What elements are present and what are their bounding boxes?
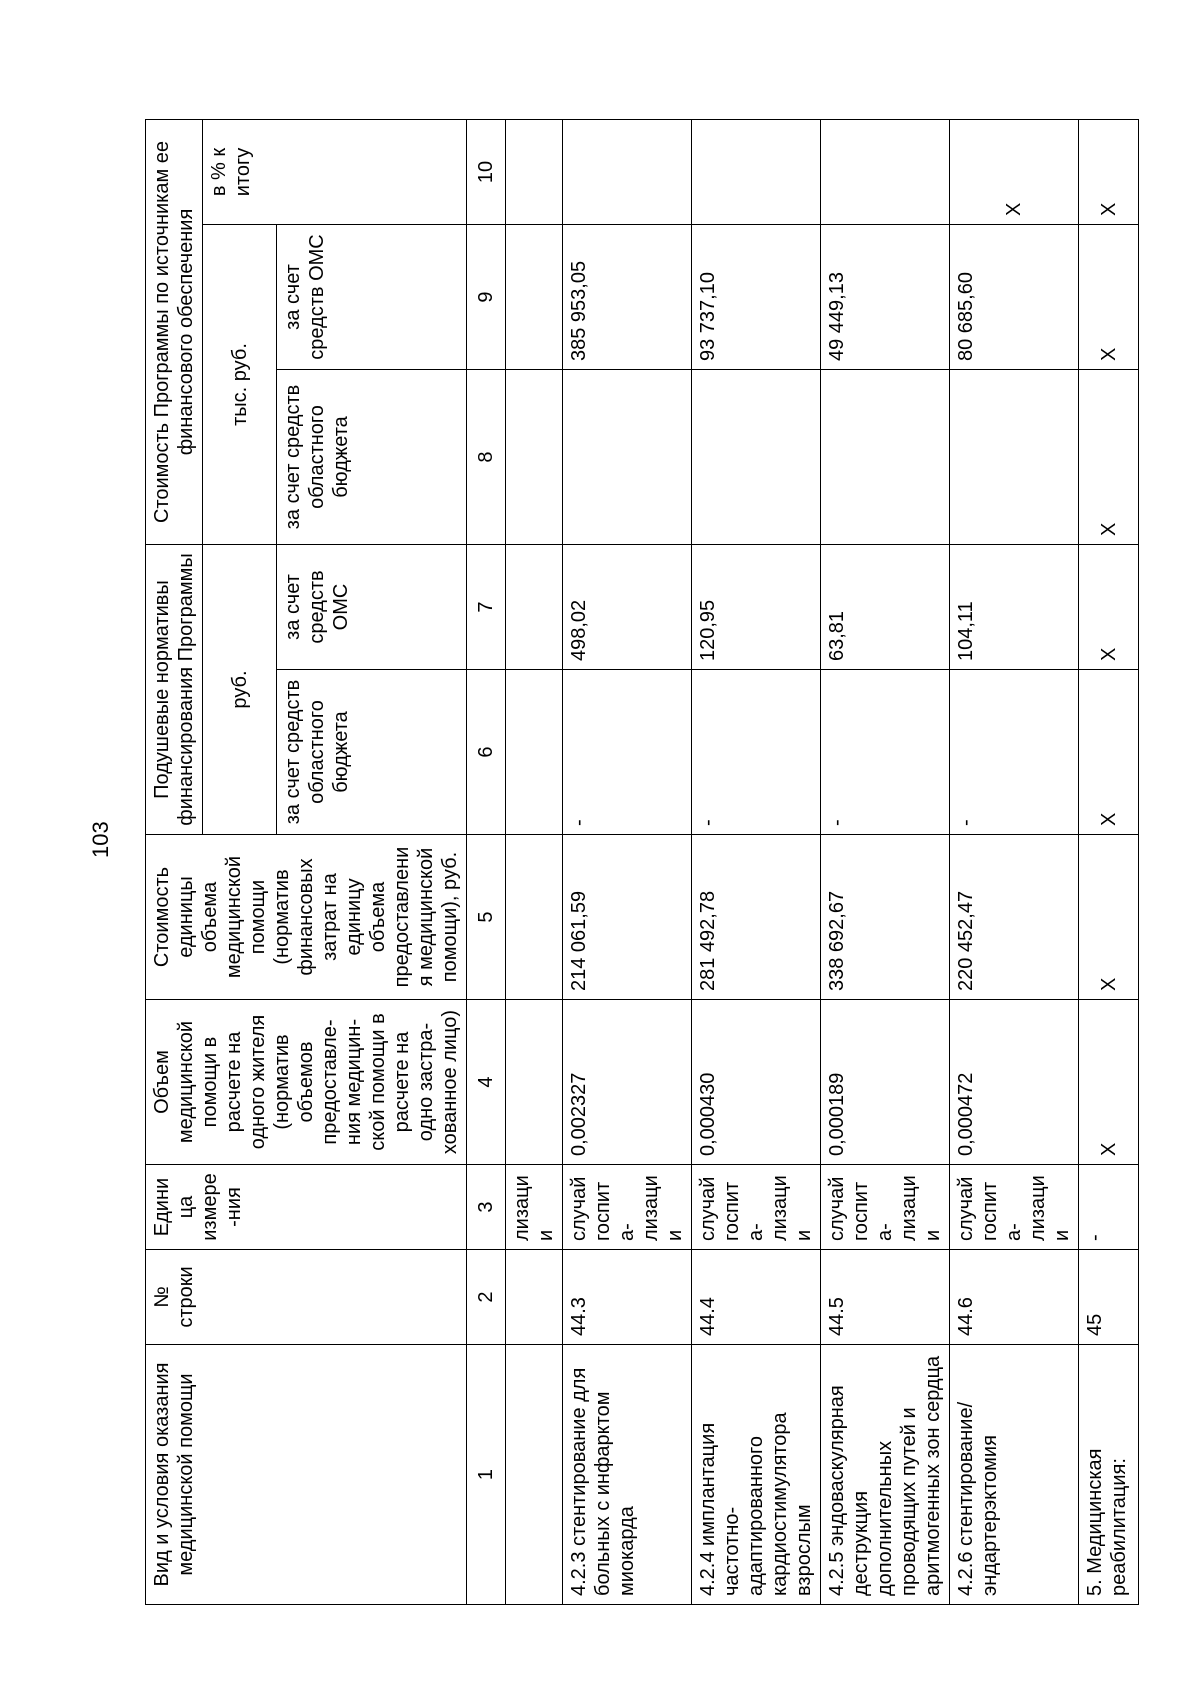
row-name: 5. Медицинская реабилитация: bbox=[1079, 1345, 1139, 1605]
header-col-3: Единица измере-ния bbox=[146, 1165, 467, 1250]
continuation-row bbox=[506, 119, 563, 1604]
row-cost-oms: 80 685,60 bbox=[950, 225, 1079, 370]
row-unit: случай госпита-лизации bbox=[821, 1165, 950, 1250]
row-name: 4.2.4 имплантация частотно-адаптированного кардиостимулятора взрослым bbox=[692, 1345, 821, 1605]
row-cost-oms: 385 953,05 bbox=[563, 225, 692, 370]
row-name: 4.2.6 стентирование/ эндартерэктомия bbox=[950, 1345, 1079, 1605]
row-unit-cost: 338 692,67 bbox=[821, 835, 950, 1000]
column-number-8: 8 bbox=[467, 370, 506, 545]
row-unit: случай госпита-лизации bbox=[692, 1165, 821, 1250]
row-unit-cost: 281 492,78 bbox=[692, 835, 821, 1000]
row-line-number: 45 bbox=[1079, 1250, 1139, 1345]
row-per-capita-budget: - bbox=[563, 670, 692, 835]
row-unit-cost: X bbox=[1079, 835, 1139, 1000]
row-cost-budget bbox=[563, 370, 692, 545]
row-unit-cost: 220 452,47 bbox=[950, 835, 1079, 1000]
row-line-number: 44.3 bbox=[563, 1250, 692, 1345]
table-row bbox=[1079, 119, 1139, 1604]
row-cost-oms: 93 737,10 bbox=[692, 225, 821, 370]
row-percent bbox=[821, 119, 950, 224]
table-row bbox=[563, 119, 692, 1604]
header-col-10: в % к итогу bbox=[203, 119, 467, 224]
header-col-4: Объем медицинской помощи в расчете на одного жителя (норматив объемов предоставле-ния медицин-ской помощи в расчете на одно застра-хованное лицо) bbox=[146, 1000, 467, 1165]
row-cost-oms: 49 449,13 bbox=[821, 225, 950, 370]
row-unit: случай госпита-лизации bbox=[563, 1165, 692, 1250]
rotated-table-container bbox=[145, 120, 1130, 1605]
header-group-per-capita: Подушевые нормативы финансирования Программы bbox=[146, 545, 203, 835]
row-line-number: 44.4 bbox=[692, 1250, 821, 1345]
row-per-capita-oms: 498,02 bbox=[563, 545, 692, 670]
header-col-8: за счет средств областного бюджета bbox=[277, 370, 467, 545]
header-col-1: Вид и условия оказания медицинской помощи bbox=[146, 1345, 467, 1605]
row-per-capita-budget: - bbox=[692, 670, 821, 835]
column-number-4: 4 bbox=[467, 1000, 506, 1165]
column-number-7: 7 bbox=[467, 545, 506, 670]
header-col-9: за счет средств ОМС bbox=[277, 225, 467, 370]
table-row bbox=[692, 119, 821, 1604]
table-cell bbox=[506, 1250, 563, 1345]
continuation-unit: лизации bbox=[506, 1165, 563, 1250]
header-per-capita-unit: руб. bbox=[203, 545, 277, 835]
row-cost-budget bbox=[692, 370, 821, 545]
financing-table bbox=[145, 119, 1139, 1605]
table-cell bbox=[506, 1345, 563, 1605]
row-cost-budget bbox=[950, 370, 1079, 545]
column-number-9: 9 bbox=[467, 225, 506, 370]
table-cell bbox=[506, 1000, 563, 1165]
header-cost-unit: тыс. руб. bbox=[203, 225, 277, 545]
table-cell bbox=[506, 835, 563, 1000]
row-per-capita-budget: X bbox=[1079, 670, 1139, 835]
table-cell bbox=[506, 370, 563, 545]
column-number-10: 10 bbox=[467, 119, 506, 224]
column-number-row bbox=[467, 119, 506, 1604]
row-name: 4.2.5 эндоваскулярная деструкция дополнительных проводящих путей и аритмогенных зон сердца bbox=[821, 1345, 950, 1605]
row-line-number: 44.5 bbox=[821, 1250, 950, 1345]
column-number-6: 6 bbox=[467, 670, 506, 835]
row-per-capita-budget: - bbox=[950, 670, 1079, 835]
row-percent: X bbox=[950, 119, 1079, 224]
row-name: 4.2.3 стентирование для больных с инфарктом миокарда bbox=[563, 1345, 692, 1605]
header-col-2: № строки bbox=[146, 1250, 467, 1345]
table-row bbox=[821, 119, 950, 1604]
column-number-2: 2 bbox=[467, 1250, 506, 1345]
row-line-number: 44.6 bbox=[950, 1250, 1079, 1345]
table-cell bbox=[506, 545, 563, 670]
table-row bbox=[950, 119, 1079, 1604]
row-cost-budget bbox=[821, 370, 950, 545]
row-cost-budget: X bbox=[1079, 370, 1139, 545]
row-per-capita-budget: - bbox=[821, 670, 950, 835]
row-volume: 0,000472 bbox=[950, 1000, 1079, 1165]
row-per-capita-oms: 63,81 bbox=[821, 545, 950, 670]
column-number-3: 3 bbox=[467, 1165, 506, 1250]
row-per-capita-oms: 120,95 bbox=[692, 545, 821, 670]
row-per-capita-oms: 104,11 bbox=[950, 545, 1079, 670]
header-row-1 bbox=[146, 119, 203, 1604]
table-cell bbox=[506, 225, 563, 370]
row-volume: 0,002327 bbox=[563, 1000, 692, 1165]
row-percent bbox=[692, 119, 821, 224]
row-volume: X bbox=[1079, 1000, 1139, 1165]
page-number: 103 bbox=[88, 821, 113, 858]
header-col-7: за счет средств ОМС bbox=[277, 545, 467, 670]
row-cost-oms: X bbox=[1079, 225, 1139, 370]
column-number-1: 1 bbox=[467, 1345, 506, 1605]
row-percent bbox=[563, 119, 692, 224]
row-volume: 0,000189 bbox=[821, 1000, 950, 1165]
row-percent: X bbox=[1079, 119, 1139, 224]
table-cell bbox=[506, 119, 563, 224]
header-col-5: Стоимость единицы объема медицинской помощи (норматив финансовых затрат на единицу объема предоставления медицинской помощи), руб. bbox=[146, 835, 467, 1000]
row-unit: - bbox=[1079, 1165, 1139, 1250]
row-unit: случай госпита-лизации bbox=[950, 1165, 1079, 1250]
table-cell bbox=[506, 670, 563, 835]
row-unit-cost: 214 061,59 bbox=[563, 835, 692, 1000]
header-col-6: за счет средств областного бюджета bbox=[277, 670, 467, 835]
header-group-cost: Стоимость Программы по источникам ее финансового обеспечения bbox=[146, 119, 203, 544]
row-volume: 0,000430 bbox=[692, 1000, 821, 1165]
column-number-5: 5 bbox=[467, 835, 506, 1000]
row-per-capita-oms: X bbox=[1079, 545, 1139, 670]
